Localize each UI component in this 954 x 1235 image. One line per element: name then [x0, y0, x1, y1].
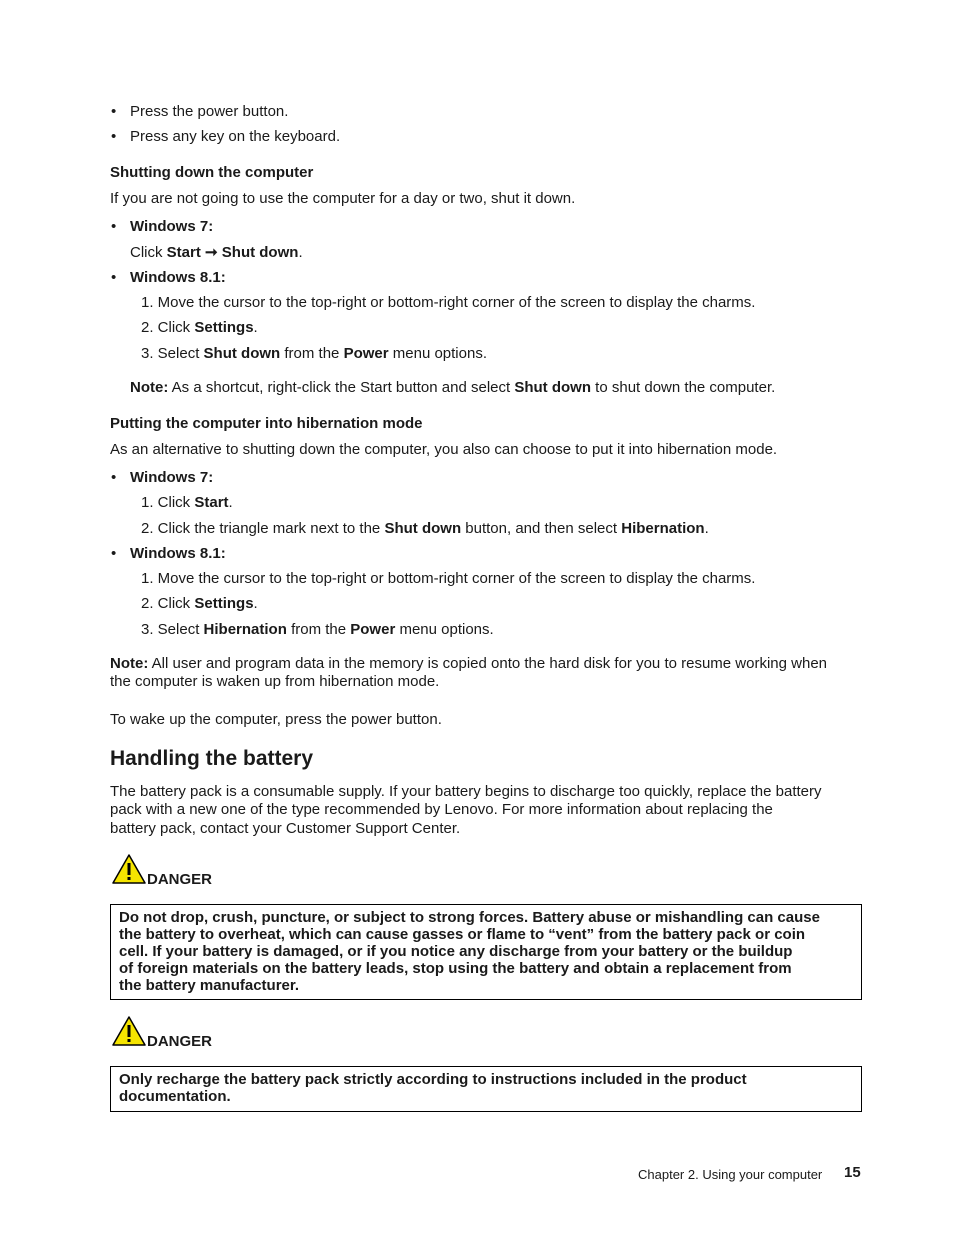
list-item — [130, 218, 213, 236]
ui-term: Hibernation — [203, 621, 287, 638]
step: 2. Click Settings. — [141, 595, 258, 612]
section-heading-battery: Handling the battery — [110, 747, 314, 770]
ui-term: Shut down — [221, 244, 299, 261]
danger-line: the battery manufacturer. — [119, 977, 300, 994]
danger-line: Only recharge the battery pack strictly according to instructions included in the product — [119, 1071, 747, 1088]
list-item — [130, 545, 226, 563]
section-heading-shutdown: Shutting down the computer — [110, 164, 314, 181]
ui-term: Shut down — [203, 345, 281, 362]
ui-term: Hibernation — [621, 520, 705, 537]
ui-term: Start — [194, 494, 229, 511]
section-heading-hibernation: Putting the computer into hibernation mode — [110, 415, 423, 432]
list-item — [130, 128, 340, 146]
text: 3. Select — [141, 345, 200, 362]
text: 3. Select — [141, 621, 200, 638]
danger-line: of foreign materials on the battery leads, stop using the battery and obtain a replacement from — [119, 960, 792, 977]
ui-term: Start — [166, 244, 201, 261]
note — [130, 379, 775, 397]
danger-label: DANGER — [147, 871, 213, 888]
text: from the — [284, 345, 340, 362]
text: Click — [130, 244, 163, 261]
text: All user and program data in the memory is copied onto the hard disk for you to resume working when — [151, 655, 828, 672]
text: 2. Click — [141, 319, 191, 336]
note-continuation: the computer is waken up from hibernation mode. — [110, 673, 440, 690]
danger-box — [110, 904, 862, 1000]
warning-icon — [111, 1015, 147, 1047]
ui-term: Settings — [194, 319, 254, 336]
arrow-icon: ➞ — [205, 244, 218, 261]
text: 1. Click — [141, 494, 191, 511]
ui-term: Power — [350, 621, 396, 638]
list-item — [130, 269, 226, 287]
instruction: Click Start ➞ Shut down. — [130, 244, 303, 261]
paragraph-line: The battery pack is a consumable supply. If your battery begins to discharge too quickly, replace the battery — [110, 783, 822, 800]
step: 2. Click Settings. — [141, 319, 258, 336]
ui-term: Settings — [194, 595, 254, 612]
note — [110, 655, 827, 673]
paragraph: To wake up the computer, press the power button. — [110, 711, 442, 728]
os-label: Windows 7: — [130, 218, 214, 235]
step: 1. Move the cursor to the top-right or bottom-right corner of the screen to display the charms. — [141, 570, 756, 587]
text: button, and then select — [465, 520, 618, 537]
danger-box — [110, 1066, 862, 1112]
danger-line: Do not drop, crush, puncture, or subject to strong forces. Battery abuse or mishandling can cause — [119, 909, 820, 926]
list-item — [130, 469, 213, 487]
ui-term: Shut down — [514, 379, 591, 396]
step: 1. Click Start. — [141, 494, 233, 511]
danger-line: the battery to overheat, which can cause gasses or flame to “vent” from the battery pack or coin — [119, 926, 806, 943]
danger-line: cell. If your battery is damaged, or if you notice any discharge from your battery or the buildup — [119, 943, 793, 960]
note-label: Note: — [130, 379, 169, 396]
paragraph: As an alternative to shutting down the computer, you also can choose to put it into hibernation mode. — [110, 441, 778, 458]
os-label: Windows 8.1: — [130, 269, 226, 286]
text: from the — [291, 621, 347, 638]
ui-term: Power — [343, 345, 389, 362]
text: 2. Click — [141, 595, 191, 612]
os-label: Windows 8.1: — [130, 545, 226, 562]
text: to shut down the computer. — [595, 379, 776, 396]
step — [141, 345, 487, 363]
list-item — [130, 103, 288, 121]
footer-chapter: Chapter 2. Using your computer — [638, 1167, 823, 1182]
step: 2. Click the triangle mark next to the Shut down button, and then select Hibernation. — [141, 520, 709, 537]
paragraph: If you are not going to use the computer for a day or two, shut it down. — [110, 190, 576, 207]
danger-label: DANGER — [147, 1033, 213, 1050]
page-number: 15 — [844, 1164, 861, 1181]
paragraph-line: battery pack, contact your Customer Support Center. — [110, 820, 461, 837]
text: 2. Click the triangle mark next to the — [141, 520, 381, 537]
list-item-text: Press any key on the keyboard. — [130, 128, 341, 145]
danger-line: documentation. — [119, 1088, 231, 1105]
os-label: Windows 7: — [130, 469, 214, 486]
text: menu options. — [399, 621, 494, 638]
list-item-text: Press the power button. — [130, 103, 289, 120]
text: As a shortcut, right-click the Start button and select — [171, 379, 511, 396]
step: 1. Move the cursor to the top-right or bottom-right corner of the screen to display the charms. — [141, 294, 756, 311]
ui-term: Shut down — [384, 520, 462, 537]
text: menu options. — [392, 345, 487, 362]
step — [141, 621, 494, 639]
note-label: Note: — [110, 655, 149, 672]
warning-icon — [111, 853, 147, 885]
paragraph-line: pack with a new one of the type recommended by Lenovo. For more information about replacing the — [110, 801, 773, 818]
